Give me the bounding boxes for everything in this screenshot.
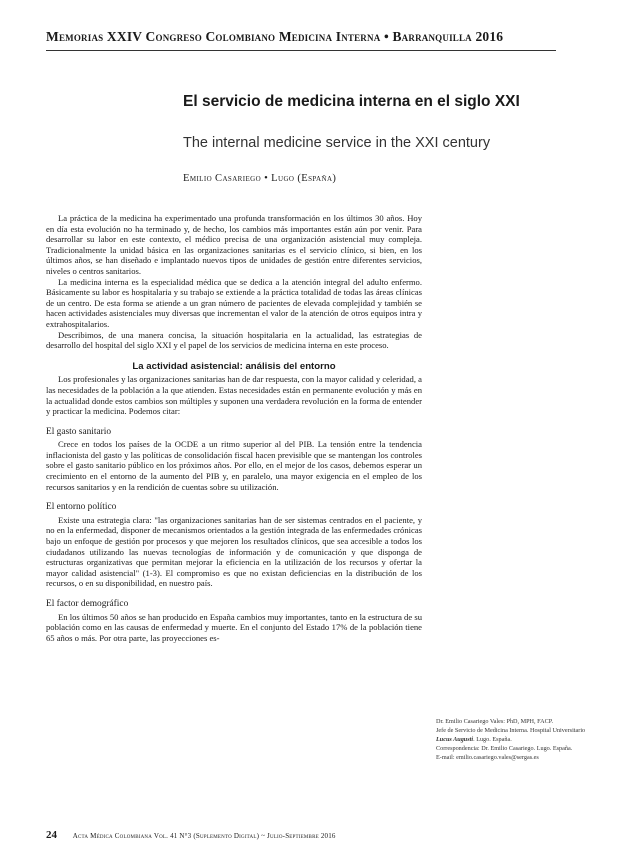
subsection-paragraph-entorno: Existe una estrategia clara: "las organizaciones sanitarias han de ser sistemas centrados en el paciente, y no en la enfermedad, disponer de mecanismos orientados a la gestión integrada de las enfermedades crónicas bajo un enfoque de gestión por procesos y que mejoren los resultados clínicos, que sea accesible a todos los ciudadanos utilizando las nuevas tecnologías de información y de comunicación y que disponga de estructuras organizativas que permitan mejorar la eficiencia en la utilización de los recursos y ofertar la mayor calidad asistencial" (1-3). El compromiso es que no existan deficiencias en la distribución de los recursos, o en su disponibilidad, en nuestro país. xyxy=(46,514,422,589)
subsection-paragraph-gasto: Crece en todos los países de la OCDE a un ritmo superior al del PIB. La tensión entre la tendencia inflacionista del gasto y las políticas de consolidación fiscal hacen previsible que se mantengan los controles sobre el gasto sanitario público en los próximos años. Por ello, en el mejor de los casos, debemos esperar un crecimiento en el entorno de la aumento del PIB y, en paralelo, una mayor exigencia en el empleo de los recursos sanitarios y en la rendición de cuentas sobre su utilización. xyxy=(46,439,422,492)
intro-paragraph-2: La medicina interna es la especialidad médica que se dedica a la atención integral del adulto enfermo. Básicamente su labor es hospitalaria y su trabajo se extiende a la práctica totalidad de todas las áreas clínicas de un centro. De esta forma se atiende a un gran número de pacientes de elevada complejidad y también se hacen actividades asistenciales muy diversas que incrementan el valor de la atención de otros equipos intra y extrahospitalarios. xyxy=(46,276,422,329)
running-header: Memorias XXIV Congreso Colombiano Medicina Interna • Barranquilla 2016 xyxy=(46,29,504,44)
intro-paragraph-3: Describimos, de una manera concisa, la situación hospitalaria en la actualidad, las estrategias de desarrollo del hospital del siglo XXI y el papel de los servicios de medicina interna en este proceso. xyxy=(46,329,422,351)
author-sidenote xyxy=(436,717,596,762)
journal-citation: Acta Médica Colombiana Vol. 41 N°3 (Suplemento Digital) ~ Julio-Septiembre 2016 xyxy=(72,832,336,840)
header-rule xyxy=(46,50,556,51)
sidenote-email: E-mail: emilio.casariego.vales@sergas.es xyxy=(436,754,539,761)
sidenote-hospital-name: Lucus Augusti xyxy=(436,736,474,743)
subsection-paragraph-demografico: En los últimos 50 años se han producido en España cambios muy importantes, tanto en la estructura de su población como en las causas de enfermedad y muerte. En el conjunto del Estado 17% de la población tiene 65 años o más. Por otra parte, las proyecciones es- xyxy=(46,611,422,643)
page-number: 24 xyxy=(46,829,57,841)
article-body xyxy=(46,213,422,643)
article-title-spanish: El servicio de medicina interna en el siglo XXI xyxy=(183,93,520,110)
sidenote-correspondence: Correspondencia: Dr. Emilio Casariego. Lugo. España. xyxy=(436,745,573,752)
section-paragraph: Los profesionales y las organizaciones sanitarias han de dar respuesta, con la mayor calidad y celeridad, a las necesidades de la población a la que atienden. Estas necesidades están en permanente evolución y más en la actualidad donde estos cambios son múltiples y suponen una verdadera revolución en la forma de entender y practicar la medicina. Podemos citar: xyxy=(46,374,422,417)
page-footer xyxy=(46,829,566,841)
article-authors: Emilio Casariego • Lugo (España) xyxy=(183,173,337,184)
intro-paragraph-1: La práctica de la medicina ha experimentado una profunda transformación en los últimos 30 años. Hoy en día esta evolución no ha terminado y, de hecho, los cambios más importantes están aún por venir. Para desarrollar su labor en este contexto, el médico precisa de una organización asistencial muy compleja. Tradicionalmente la unidad básica en las organizaciones sanitarias es el servicio clínico, si bien, en los últimos años, se han diseñado e implantado nuevos tipos de unidades de gestión entre diferentes servicios, niveles o centros sanitarios. xyxy=(46,213,422,276)
section-heading: La actividad asistencial: análisis del entorno xyxy=(132,360,336,372)
subsection-heading-demografico: El factor demográfico xyxy=(46,599,129,609)
sidenote-affiliation: Jefe de Servicio de Medicina Interna. Hospital Universitario Lucus Augusti. Lugo. España. xyxy=(436,727,586,743)
subsection-heading-gasto: El gasto sanitario xyxy=(46,426,112,437)
article-title-english: The internal medicine service in the XXI century xyxy=(183,135,491,151)
sidenote-author-credentials: Dr. Emilio Casariego Vales: PhD, MPH, FACP. xyxy=(436,718,553,725)
subsection-heading-entorno: El entorno político xyxy=(46,502,117,513)
